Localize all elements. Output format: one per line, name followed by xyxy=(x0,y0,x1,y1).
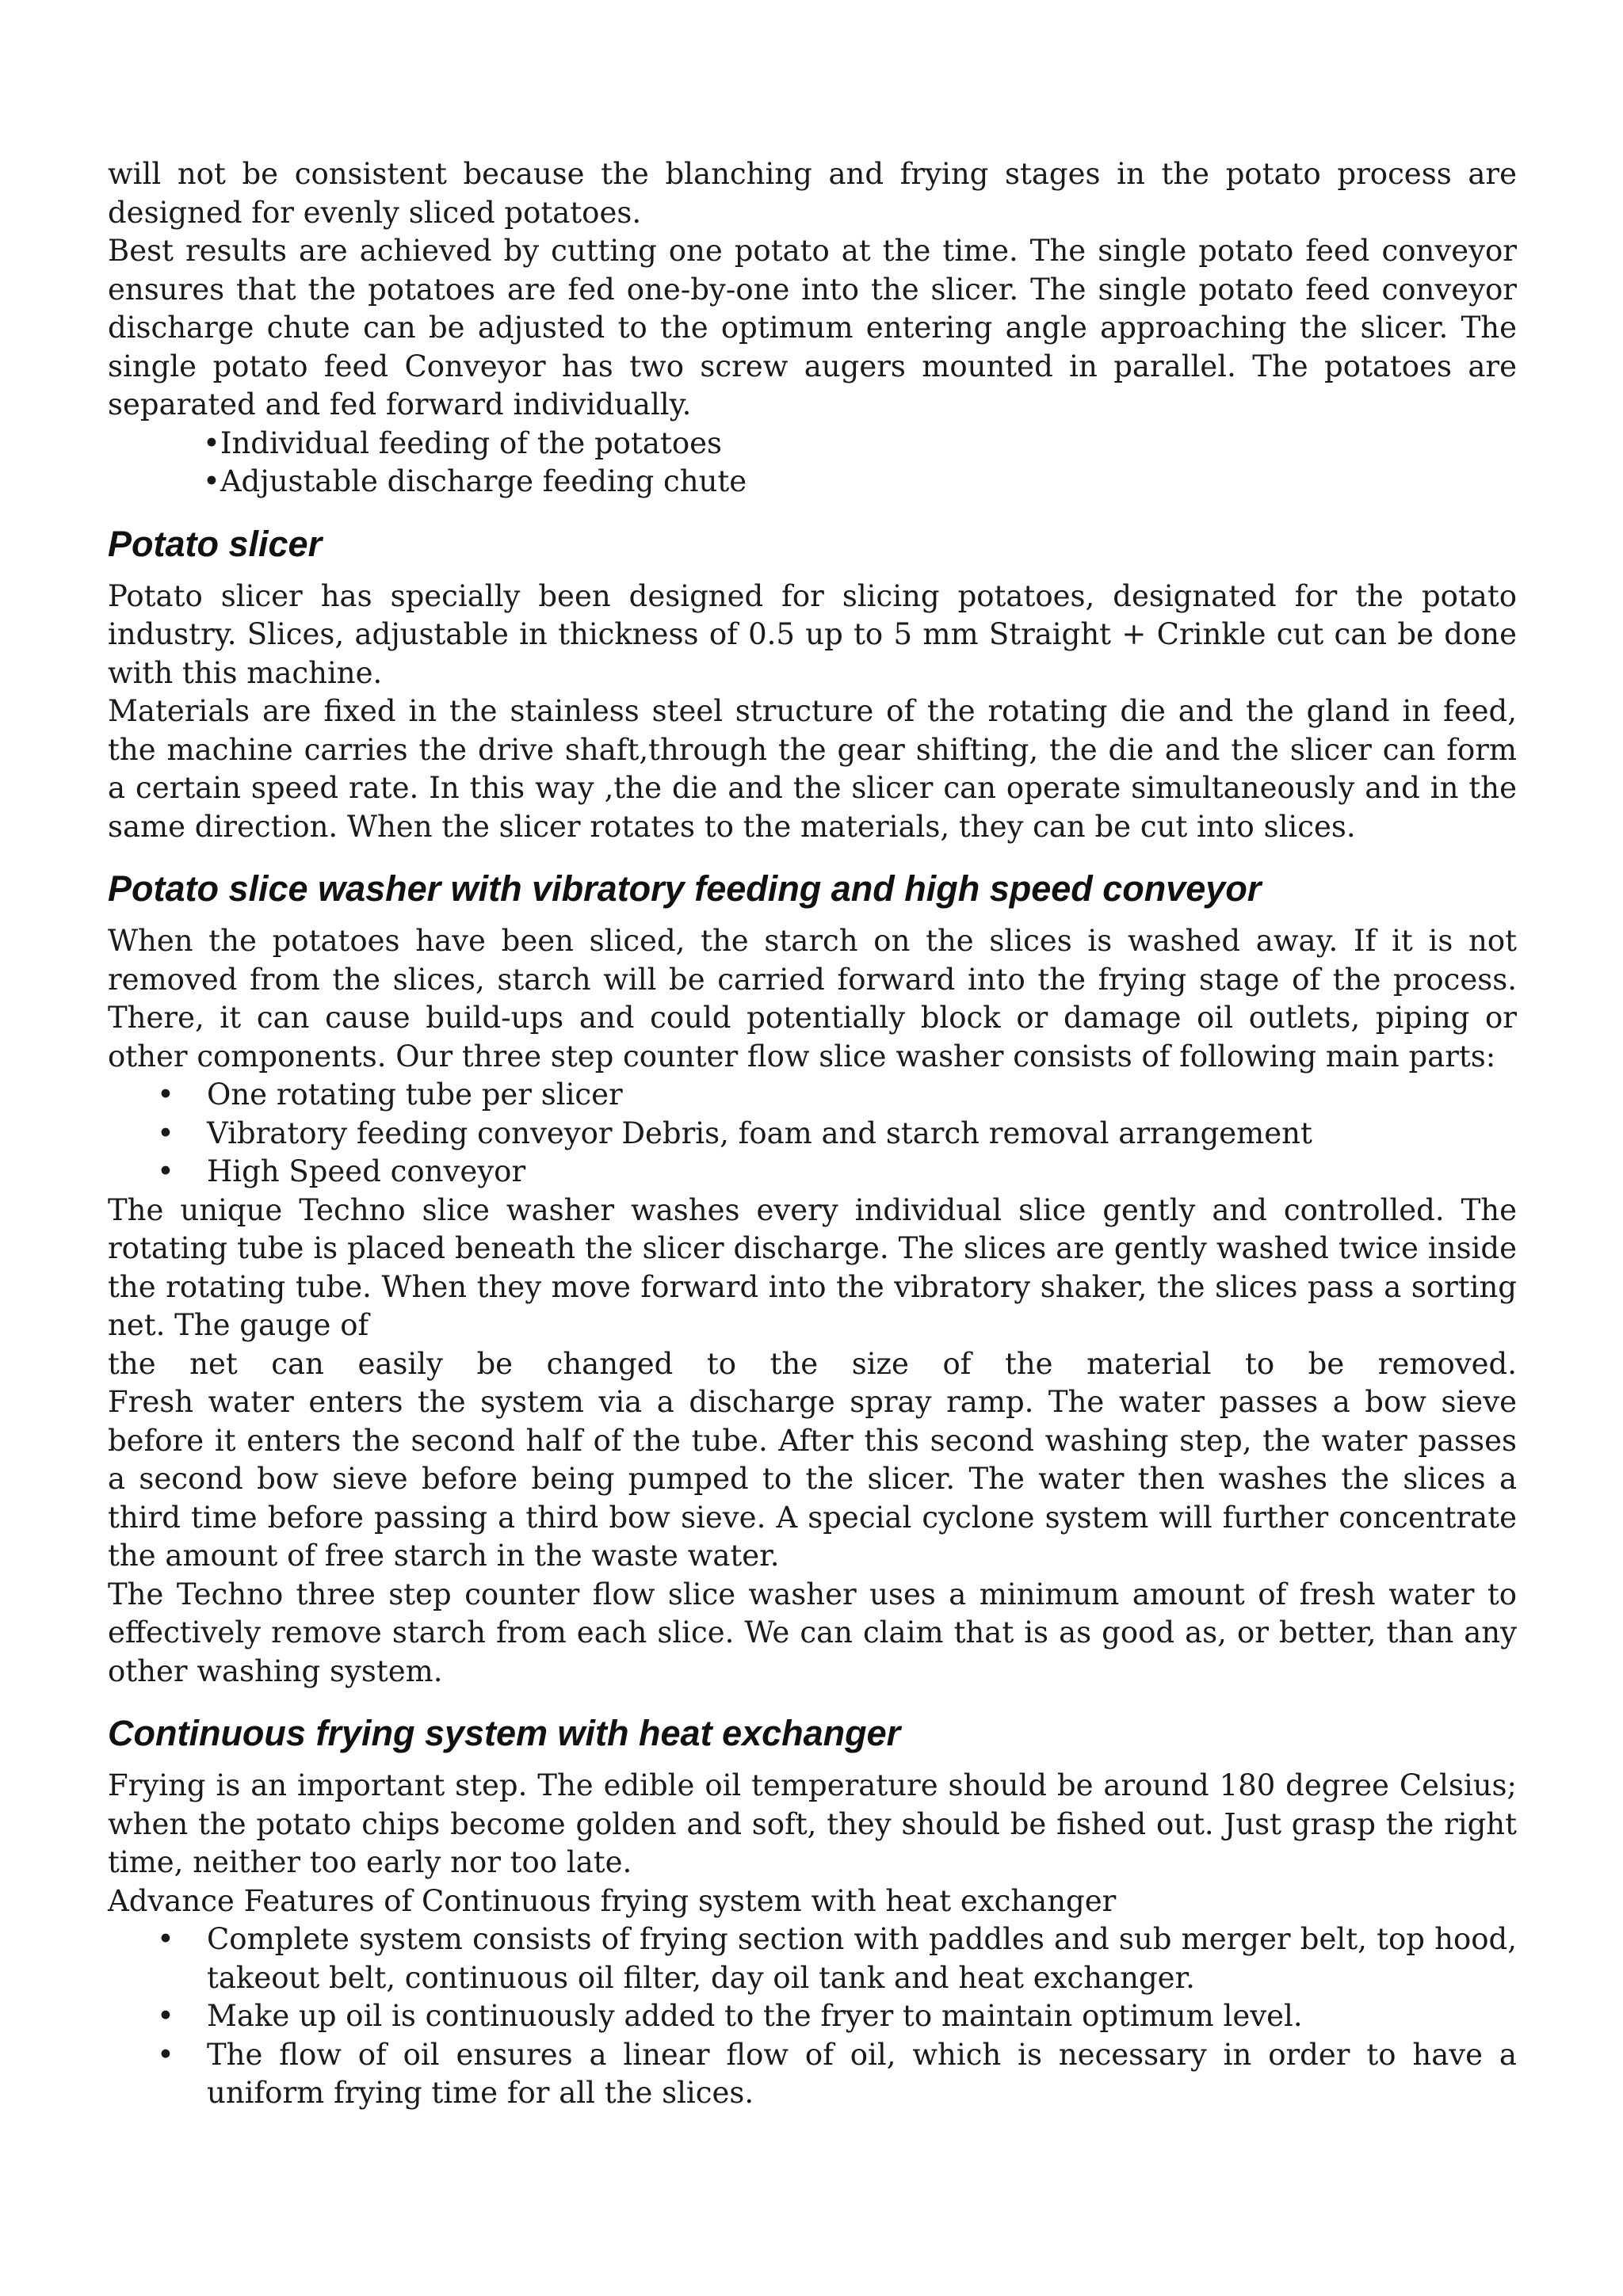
washer-paragraph-1: When the potatoes have been sliced, the starch on the slices is washed away. If it is not removed from the slices, starch will be carried forward into the frying stage of the process. There, it can cause build-ups and could potentially block or damage oil outlets, piping or other components. Our three step counter flow slice washer consists of following main parts: xyxy=(108,924,1517,1074)
list-item: • Adjustable discharge feeding chute xyxy=(203,463,1517,502)
document-page xyxy=(108,155,1517,2113)
washer-paragraph-3: The Techno three step counter flow slice washer uses a minimum amount of fresh water to effectively remove starch from each slice. We can claim that is as good as, or better, than any other washing system. xyxy=(108,1577,1517,1688)
washer-paragraph-2c: Fresh water enters the system via a discharge spray ramp. The water passes a bow sieve before it enters the second half of the tube. After this second washing step, the water passes a second bow sieve before being pumped to the slicer. The water then washes the slices a third time before passing a third bow sieve. A special cyclone system will further concentrate the amount of free starch in the waste water. xyxy=(108,1385,1517,1573)
list-item: • The flow of oil ensures a linear flow of oil, which is necessary in order to have a uniform frying time for all the slices. xyxy=(108,2036,1517,2113)
list-item: • One rotating tube per slicer xyxy=(108,1076,1517,1115)
intro-paragraph-2: Best results are achieved by cutting one potato at the time. The single potato feed conveyor ensures that the potatoes are fed one-by-one into the slicer. The single potato feed conveyor discharge chute can be adjusted to the optimum entering angle approaching the slicer. The single potato feed Conveyor has two screw augers mounted in parallel. The potatoes are separated and fed forward individually. xyxy=(108,234,1517,421)
list-item: • Make up oil is continuously added to the fryer to maintain optimum level. xyxy=(108,1997,1517,2036)
section-heading-slice-washer: Potato slice washer with vibratory feeding and high speed conveyor xyxy=(108,868,1262,909)
slicer-paragraph-1: Potato slicer has specially been designed for slicing potatoes, designated for the potato industry. Slices, adjustable in thickness of 0.5 up to 5 mm Straight + Crinkle cut can be done with this machine. xyxy=(108,578,1517,690)
section-heading-potato-slicer: Potato slicer xyxy=(108,523,323,564)
list-item: • Individual feeding of the potatoes xyxy=(203,425,1517,463)
frying-features-list xyxy=(108,1920,1517,2113)
washer-paragraph-2b: the net can easily be changed to the size of the material to be removed. xyxy=(108,1346,1517,1381)
intro-paragraph-1: will not be consistent because the blanching and frying stages in the potato process are designed for evenly sliced potatoes. xyxy=(108,157,1517,230)
list-item: • Vibratory feeding conveyor Debris, foam and starch removal arrangement xyxy=(108,1115,1517,1154)
washer-paragraph-2a: The unique Techno slice washer washes every individual slice gently and controlled. The rotating tube is placed beneath the slicer discharge. The slices are gently washed twice inside the rotating tube. When they move forward into the vibratory shaker, the slices pass a sorting net. The gauge of xyxy=(108,1192,1517,1342)
frying-paragraph-2: Advance Features of Continuous frying system with heat exchanger xyxy=(108,1883,1117,1918)
list-item: • High Speed conveyor xyxy=(108,1153,1517,1192)
slicer-paragraph-2: Materials are fixed in the stainless steel structure of the rotating die and the gland in feed, the machine carries the drive shaft,through the gear shifting, the die and the slicer can form a certain speed rate. In this way ,the die and the slicer can operate simultaneously and in the same direction. When the slicer rotates to the materials, they can be cut into slices. xyxy=(108,694,1517,844)
section-heading-frying-system: Continuous frying system with heat exchanger xyxy=(108,1713,901,1753)
list-item: • Complete system consists of frying section with paddles and sub merger belt, top hood, takeout belt, continuous oil filter, day oil tank and heat exchanger. xyxy=(108,1920,1517,1997)
frying-paragraph-1: Frying is an important step. The edible oil temperature should be around 180 degree Celsius; when the potato chips become golden and soft, they should be fished out. Just grasp the right time, neither too early nor too late. xyxy=(108,1768,1517,1879)
washer-parts-list xyxy=(108,1076,1517,1192)
intro-feature-list xyxy=(108,425,1517,502)
